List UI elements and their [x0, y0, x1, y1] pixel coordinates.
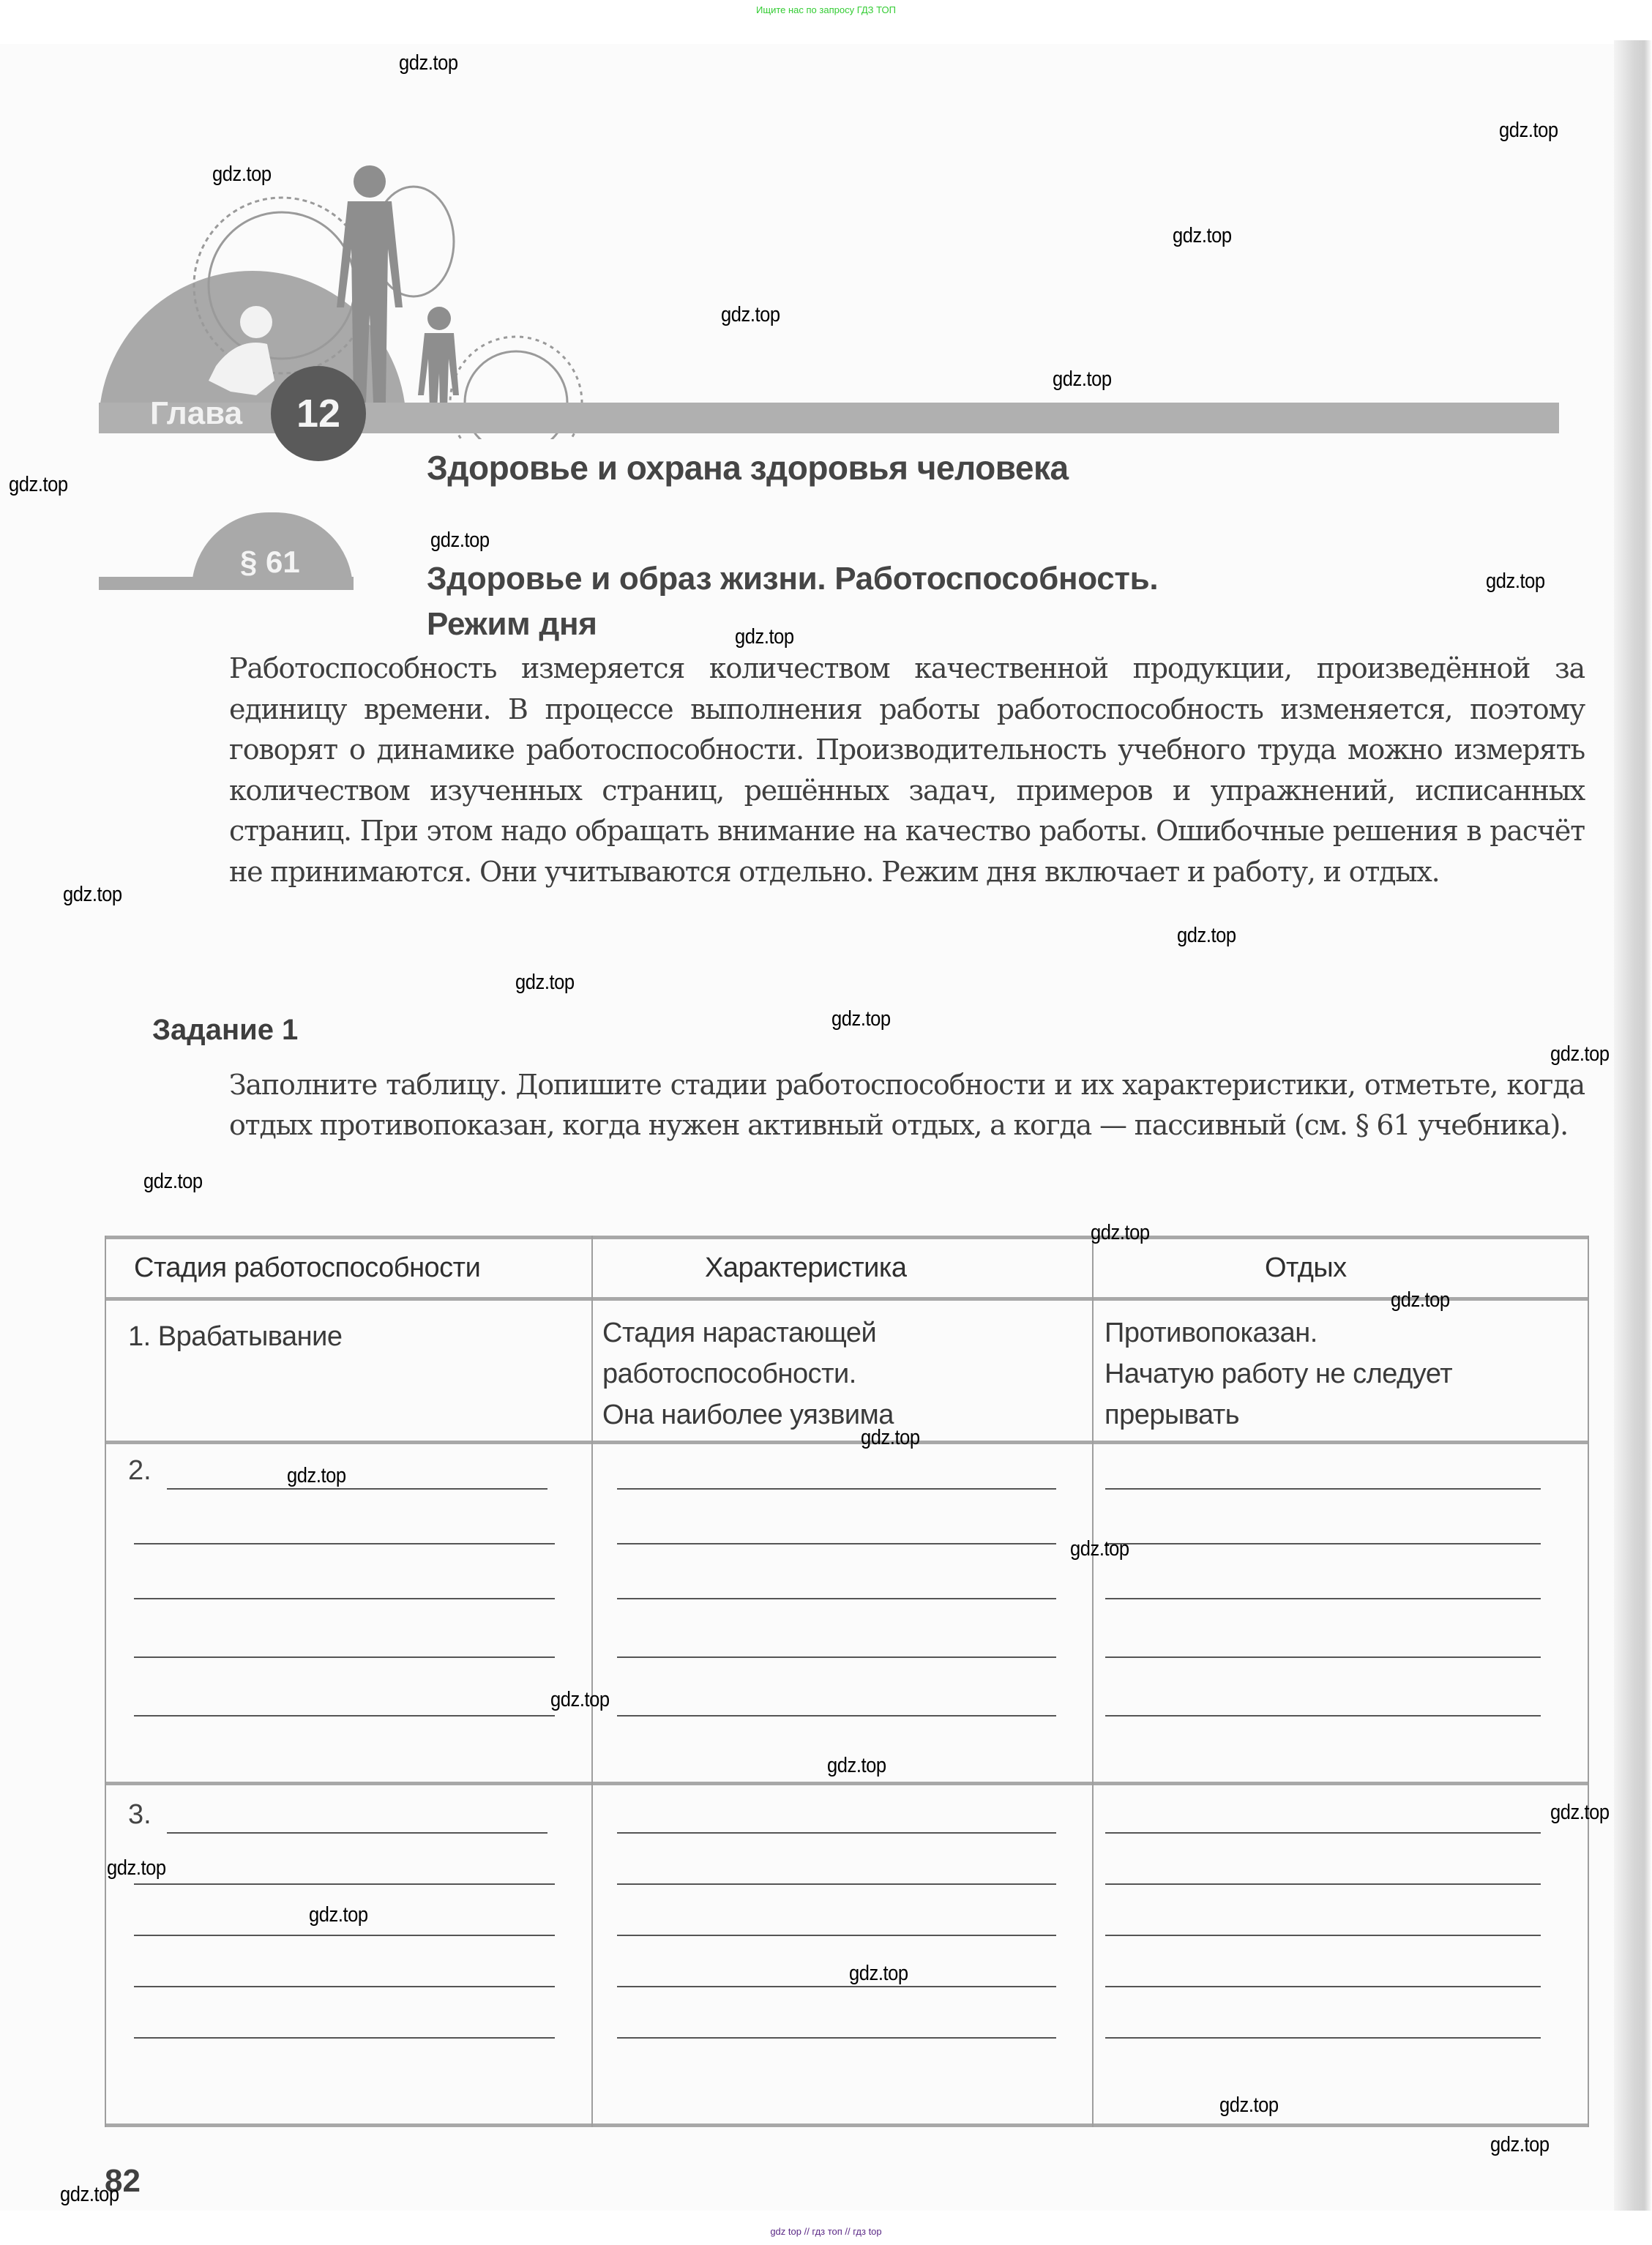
rest-line: прерывать [1105, 1400, 1240, 1430]
answer-line-row-2-rest[interactable] [1105, 1656, 1541, 1658]
rest-line: Начатую работу не следует [1105, 1359, 1453, 1389]
table-header-divider [105, 1297, 1589, 1301]
table-row-3-stage: 3. [128, 1799, 152, 1830]
table-column-divider [591, 1236, 593, 2127]
table-border-right [1588, 1236, 1589, 2127]
answer-line-row-3-stage[interactable] [134, 1986, 555, 1987]
table-row-1-rest [1105, 1312, 1452, 1435]
answer-line-row-2-stage[interactable] [134, 1543, 555, 1544]
watermark: gdz.top [107, 1856, 166, 1880]
table-column-divider [1092, 1236, 1094, 2127]
task-title: Задание 1 [152, 1014, 299, 1046]
section-band [99, 577, 354, 590]
page-number: 82 [105, 2163, 141, 2199]
watermark: gdz.top [1070, 1537, 1129, 1561]
answer-line-row-2-stage[interactable] [134, 1656, 555, 1658]
answer-line-row-3-rest[interactable] [1105, 1986, 1541, 1987]
answer-line-row-2-characteristic[interactable] [617, 1656, 1056, 1658]
characteristic-line: Стадия нарастающей [602, 1318, 877, 1348]
section-title-line-1: Здоровье и образ жизни. Работоспособность. [427, 561, 1159, 597]
watermark: gdz.top [1550, 1042, 1610, 1066]
watermark: gdz.top [430, 528, 490, 552]
top-banner[interactable]: Ищите нас по запросу ГДЗ ТОП [756, 4, 896, 15]
watermark: gdz.top [735, 625, 794, 649]
chapter-label: Глава [150, 395, 243, 431]
table-header-rest: Отдых [1265, 1252, 1347, 1283]
table-border-left [105, 1236, 106, 2127]
rest-line: Противопоказан. [1105, 1318, 1318, 1348]
answer-line-row-3-rest[interactable] [1105, 1883, 1541, 1885]
answer-line-row-2-rest[interactable] [1105, 1543, 1541, 1544]
table-row-divider [105, 1782, 1589, 1785]
chapter-title: Здоровье и охрана здоровья человека [427, 449, 1069, 487]
answer-line-row-3-characteristic[interactable] [617, 1935, 1056, 1936]
table-row-2-stage: 2. [128, 1455, 152, 1486]
answer-line-row-2-stage[interactable] [134, 1715, 555, 1717]
answer-line-row-3-rest[interactable] [1105, 2037, 1541, 2039]
answer-line-row-3-rest[interactable] [1105, 1832, 1541, 1834]
watermark: gdz.top [1490, 2133, 1550, 2156]
task-instruction: Заполните таблицу. Допишите стадии работоспособности и их характеристики, отметьте, когда отдых противопоказан, когда нужен активный отдых, а когда — пассивный (см. § 61 учебника). [229, 1069, 1585, 1141]
watermark: gdz.top [550, 1688, 610, 1711]
table-header-stage: Стадия работоспособности [134, 1252, 481, 1283]
watermark: gdz.top [831, 1007, 891, 1031]
watermark: gdz.top [721, 303, 780, 326]
table-header-characteristic: Характеристика [705, 1252, 907, 1283]
answer-line-row-2-stage[interactable] [134, 1598, 555, 1599]
answer-line-row-3-rest[interactable] [1105, 1935, 1541, 1936]
watermark: gdz.top [1550, 1801, 1610, 1824]
watermark: gdz.top [1486, 569, 1545, 593]
answer-line-row-3-characteristic[interactable] [617, 2037, 1056, 2039]
watermark: gdz.top [1177, 924, 1236, 947]
answer-line-row-3-characteristic[interactable] [617, 1832, 1056, 1834]
watermark: gdz.top [1391, 1288, 1450, 1312]
watermark: gdz.top [143, 1170, 203, 1193]
answer-line-row-3-stage[interactable] [134, 1883, 555, 1885]
watermark: gdz.top [515, 971, 575, 994]
watermark: gdz.top [827, 1754, 886, 1777]
watermark: gdz.top [1219, 2093, 1279, 2117]
answer-line-row-3-characteristic[interactable] [617, 1986, 1056, 1987]
answer-line-row-2-characteristic[interactable] [617, 1598, 1056, 1599]
answer-line-row-2-characteristic[interactable] [617, 1543, 1056, 1544]
characteristic-line: Она наиболее уязвима [602, 1400, 894, 1430]
watermark: gdz.top [1499, 119, 1558, 142]
watermark: gdz.top [63, 883, 122, 906]
characteristic-line: работоспособности. [602, 1359, 856, 1389]
chapter-number-badge: 12 [271, 366, 366, 461]
answer-line-row-2-stage[interactable] [167, 1488, 547, 1490]
watermark: gdz.top [861, 1426, 920, 1449]
answer-line-row-2-characteristic[interactable] [617, 1488, 1056, 1490]
answer-line-row-2-rest[interactable] [1105, 1488, 1541, 1490]
page-edge-shadow [1614, 40, 1652, 2211]
table-row-divider [105, 1441, 1589, 1444]
watermark: gdz.top [287, 1464, 346, 1487]
section-number-label: § 61 [240, 545, 300, 579]
bottom-banner[interactable]: gdz top // гдз топ // гдз top [770, 2226, 882, 2237]
watermark: gdz.top [1091, 1221, 1150, 1244]
watermark: gdz.top [1053, 367, 1112, 391]
watermark: gdz.top [9, 473, 68, 496]
table-border-top [105, 1236, 1589, 1239]
answer-line-row-3-characteristic[interactable] [617, 1883, 1056, 1885]
body-paragraph: Работоспособность измеряется количеством качественной продукции, произведённой за единицу времени. В процессе выполнения работы работоспособность изменяется, поэтому говорят о динамике работоспособности. Производительность учебного труда можно измерять количеством изученных страниц, решённых задач, примеров и упражнений, исписанных страниц. При этом надо обращать внимание на качество работы. Ошибочные решения в расчёт не принимаются. Они учитываются отдельно. Режим дня включает и работу, и отдых. [229, 652, 1585, 888]
table-row-1-characteristic [602, 1312, 894, 1435]
table-border-bottom [105, 2123, 1589, 2127]
answer-line-row-2-rest[interactable] [1105, 1715, 1541, 1717]
watermark: gdz.top [399, 51, 458, 75]
answer-line-row-3-stage[interactable] [167, 1832, 547, 1834]
watermark: gdz.top [849, 1962, 908, 1985]
work-capacity-table [105, 1236, 1589, 2127]
section-title-line-2: Режим дня [427, 606, 597, 642]
watermark: gdz.top [1173, 224, 1232, 247]
watermark: gdz.top [60, 2183, 119, 2206]
answer-line-row-2-rest[interactable] [1105, 1598, 1541, 1599]
table-row-1-stage: 1. Врабатывание [128, 1321, 343, 1352]
answer-line-row-2-characteristic[interactable] [617, 1715, 1056, 1717]
answer-line-row-3-stage[interactable] [134, 2037, 555, 2039]
answer-line-row-3-stage[interactable] [134, 1935, 555, 1936]
watermark: gdz.top [212, 163, 272, 186]
watermark: gdz.top [309, 1903, 368, 1927]
